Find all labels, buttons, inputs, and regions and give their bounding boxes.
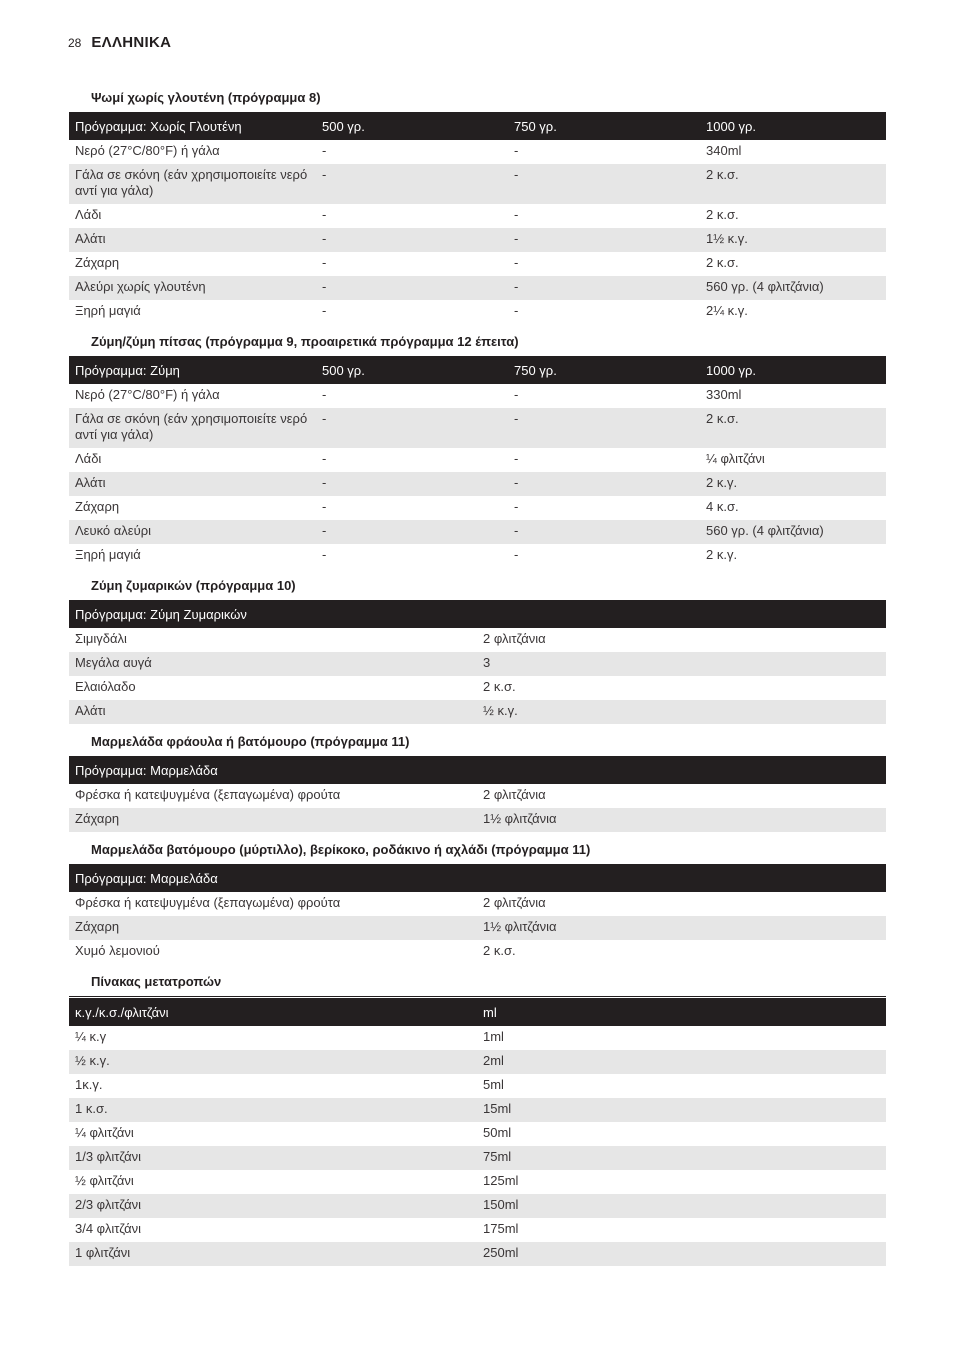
table-header-row — [69, 112, 886, 140]
table-row — [69, 700, 886, 724]
table-cell: 2ml — [477, 1050, 886, 1074]
recipe-table — [69, 864, 886, 964]
table-cell: Μεγάλα αυγά — [69, 652, 477, 676]
table-cell: ½ φλιτζάνι — [75, 1173, 134, 1188]
table-row — [69, 496, 886, 520]
table-cell: Ζάχαρη — [75, 255, 120, 270]
recipe-table — [69, 600, 886, 724]
table-cell: Λευκό αλεύρι — [69, 520, 316, 544]
table-row — [69, 276, 886, 300]
table-cell: 2 φλιτζάνια — [483, 895, 546, 910]
table-cell: 1 φλιτζάνι — [69, 1242, 477, 1266]
table-row — [69, 916, 886, 940]
table-row — [69, 408, 886, 448]
section-title: Ζύμη ζυμαρικών (πρόγραμμα 10) — [91, 578, 296, 593]
table-cell: 2¼ κ.γ. — [706, 303, 748, 318]
table-row — [69, 252, 886, 276]
table-cell: - — [514, 255, 519, 270]
table-cell: 1κ.γ. — [75, 1077, 103, 1092]
table-cell: Ζάχαρη — [75, 499, 120, 514]
table-row — [69, 1242, 886, 1266]
table-row — [69, 140, 886, 164]
table-cell: - — [316, 276, 508, 300]
table-cell: - — [508, 520, 700, 544]
table-cell: 2/3 φλιτζάνι — [69, 1194, 477, 1218]
table-row — [69, 892, 886, 916]
table-cell: - — [322, 499, 327, 514]
table-row — [69, 676, 886, 700]
table-row — [69, 1170, 886, 1194]
table-cell: Γάλα σε σκόνη (εάν χρησιμοποιείτε νερό αντί για γάλα) — [69, 408, 316, 448]
table-cell: Χυμό λεμονιού — [75, 943, 160, 958]
table-cell: - — [316, 520, 508, 544]
table-cell: Ζάχαρη — [69, 916, 477, 940]
table-cell: Ξηρή μαγιά — [75, 303, 141, 318]
table-row — [69, 808, 886, 832]
table-cell: - — [322, 207, 327, 222]
section-title: Πίνακας μετατροπών — [91, 974, 222, 989]
table-cell: Λάδι — [75, 451, 102, 466]
table-cell: 2 φλιτζάνια — [483, 631, 546, 646]
table-row — [69, 1098, 886, 1122]
table-header-cell: Πρόγραμμα: Μαρμελάδα — [69, 756, 477, 784]
table-cell: 340ml — [706, 143, 742, 158]
table-cell: 2 κ.σ. — [483, 943, 516, 958]
table-row — [69, 472, 886, 496]
table-cell: Αλεύρι χωρίς γλουτένη — [69, 276, 316, 300]
table-row — [69, 520, 886, 544]
table-cell: 2 κ.σ. — [700, 164, 886, 204]
table-header-cell: 750 γρ. — [508, 112, 700, 140]
table-cell: Νερό (27°C/80°F) ή γάλα — [75, 387, 220, 402]
table-cell: - — [316, 228, 508, 252]
table-cell: - — [316, 164, 508, 204]
table-cell: - — [514, 499, 519, 514]
table-cell: - — [514, 387, 519, 402]
section-rule — [69, 996, 886, 997]
table-cell: 2 κ.γ. — [706, 547, 738, 562]
table-cell: 3/4 φλιτζάνι — [75, 1221, 141, 1236]
table-cell: 2 κ.σ. — [700, 408, 886, 448]
table-cell: 1 κ.σ. — [69, 1098, 477, 1122]
table-cell: 1½ φλιτζάνια — [477, 808, 886, 832]
table-header-row — [69, 356, 886, 384]
table-cell: - — [322, 547, 327, 562]
table-row — [69, 628, 886, 652]
table-cell: - — [316, 408, 508, 448]
table-row — [69, 1026, 886, 1050]
table-cell: 4 κ.σ. — [706, 499, 739, 514]
table-cell: Ξηρή μαγιά — [75, 547, 141, 562]
table-row — [69, 544, 886, 568]
table-header-cell: Πρόγραμμα: Ζύμη Ζυμαρικών — [69, 600, 477, 628]
section-title: Ψωμί χωρίς γλουτένη (πρόγραμμα 8) — [91, 90, 321, 105]
section-title: Ζύμη/ζύμη πίτσας (πρόγραμμα 9, προαιρετικά πρόγραμμα 12 έπειτα) — [91, 334, 519, 349]
table-row — [69, 300, 886, 324]
table-cell: 250ml — [477, 1242, 886, 1266]
page-header — [68, 34, 171, 51]
table-cell: - — [508, 164, 700, 204]
table-row — [69, 1194, 886, 1218]
table-row — [69, 1218, 886, 1242]
table-cell: 560 γρ. (4 φλιτζάνια) — [700, 520, 886, 544]
table-row — [69, 652, 886, 676]
table-cell: 2 κ.σ. — [483, 679, 516, 694]
table-header-cell: 500 γρ. — [316, 356, 508, 384]
table-row — [69, 164, 886, 204]
table-cell: 150ml — [477, 1194, 886, 1218]
table-cell: - — [508, 276, 700, 300]
table-cell: 560 γρ. (4 φλιτζάνια) — [700, 276, 886, 300]
table-header-cell: 1000 γρ. — [700, 112, 886, 140]
table-cell: 2 κ.σ. — [706, 207, 739, 222]
table-cell: 330ml — [706, 387, 742, 402]
page-number: 28 — [68, 36, 82, 50]
table-cell: ¼ φλιτζάνι — [706, 451, 765, 466]
table-row — [69, 940, 886, 964]
table-cell: 2 κ.γ. — [700, 472, 886, 496]
table-header-cell: ml — [477, 998, 886, 1026]
table-header-cell: 750 γρ. — [508, 356, 700, 384]
table-cell: - — [508, 228, 700, 252]
table-cell: - — [322, 303, 327, 318]
recipe-table — [69, 998, 886, 1266]
table-cell: Σιμιγδάλι — [75, 631, 127, 646]
recipe-table — [69, 112, 886, 324]
table-row — [69, 384, 886, 408]
recipe-table — [69, 356, 886, 568]
table-header-cell: Πρόγραμμα: Χωρίς Γλουτένη — [69, 112, 316, 140]
section-title: Μαρμελάδα φράουλα ή βατόμουρο (πρόγραμμα 11) — [91, 734, 410, 749]
table-cell: 5ml — [483, 1077, 504, 1092]
section-title: Μαρμελάδα βατόμουρο (μύρτιλλο), βερίκοκο, ροδάκινο ή αχλάδι (πρόγραμμα 11) — [91, 842, 591, 857]
table-header-cell — [477, 600, 886, 628]
table-cell: Νερό (27°C/80°F) ή γάλα — [75, 143, 220, 158]
table-cell: - — [514, 303, 519, 318]
table-header-row — [69, 756, 886, 784]
table-cell: - — [322, 387, 327, 402]
table-cell: Φρέσκα ή κατεψυγμένα (ξεπαγωμένα) φρούτα — [75, 787, 341, 802]
table-cell: - — [514, 207, 519, 222]
table-cell: 50ml — [483, 1125, 512, 1140]
table-row — [69, 204, 886, 228]
table-cell: 15ml — [477, 1098, 886, 1122]
table-cell: - — [322, 451, 327, 466]
table-cell: ½ κ.γ. — [69, 1050, 477, 1074]
table-cell: 125ml — [483, 1173, 519, 1188]
table-cell: 2 φλιτζάνια — [483, 787, 546, 802]
table-header-cell — [477, 756, 886, 784]
table-cell: - — [322, 255, 327, 270]
table-cell: 1½ κ.γ. — [700, 228, 886, 252]
table-header-cell: Πρόγραμμα: Ζύμη — [69, 356, 316, 384]
table-cell: Ζάχαρη — [69, 808, 477, 832]
table-cell: Φρέσκα ή κατεψυγμένα (ξεπαγωμένα) φρούτα — [75, 895, 341, 910]
table-cell: Λάδι — [75, 207, 102, 222]
table-cell: ¼ φλιτζάνι — [75, 1125, 134, 1140]
table-header-cell: Πρόγραμμα: Μαρμελάδα — [69, 864, 477, 892]
recipe-table — [69, 756, 886, 832]
table-cell: 1/3 φλιτζάνι — [69, 1146, 477, 1170]
table-cell: ¼ κ.γ — [75, 1029, 107, 1044]
table-cell: 3 — [477, 652, 886, 676]
table-row — [69, 1122, 886, 1146]
table-row — [69, 228, 886, 252]
table-row — [69, 1146, 886, 1170]
table-header-cell: κ.γ./κ.σ./φλιτζάνι — [69, 998, 477, 1026]
table-header-row — [69, 998, 886, 1026]
table-cell: 175ml — [483, 1221, 519, 1236]
table-cell: 2 κ.σ. — [706, 255, 739, 270]
table-cell: - — [508, 472, 700, 496]
table-cell: - — [322, 143, 327, 158]
table-header-cell: 500 γρ. — [316, 112, 508, 140]
table-cell: 75ml — [477, 1146, 886, 1170]
language-heading: ΕΛΛΗΝΙΚΑ — [91, 34, 172, 51]
table-cell: Αλάτι — [69, 472, 316, 496]
table-cell: - — [514, 451, 519, 466]
table-header-cell: 1000 γρ. — [700, 356, 886, 384]
table-cell: 1ml — [483, 1029, 504, 1044]
table-header-row — [69, 600, 886, 628]
table-cell: - — [514, 547, 519, 562]
recipe-tables — [69, 90, 886, 1276]
table-cell: Γάλα σε σκόνη (εάν χρησιμοποιείτε νερό αντί για γάλα) — [69, 164, 316, 204]
table-cell: - — [316, 472, 508, 496]
table-row — [69, 1074, 886, 1098]
table-header-row — [69, 864, 886, 892]
table-cell: - — [514, 143, 519, 158]
table-cell: 1½ φλιτζάνια — [477, 916, 886, 940]
table-cell: Αλάτι — [69, 228, 316, 252]
table-header-cell — [477, 864, 886, 892]
table-cell: Αλάτι — [69, 700, 477, 724]
table-row — [69, 1050, 886, 1074]
table-row — [69, 784, 886, 808]
table-cell: Ελαιόλαδο — [75, 679, 136, 694]
table-row — [69, 448, 886, 472]
table-cell: ½ κ.γ. — [477, 700, 886, 724]
table-cell: - — [508, 408, 700, 448]
